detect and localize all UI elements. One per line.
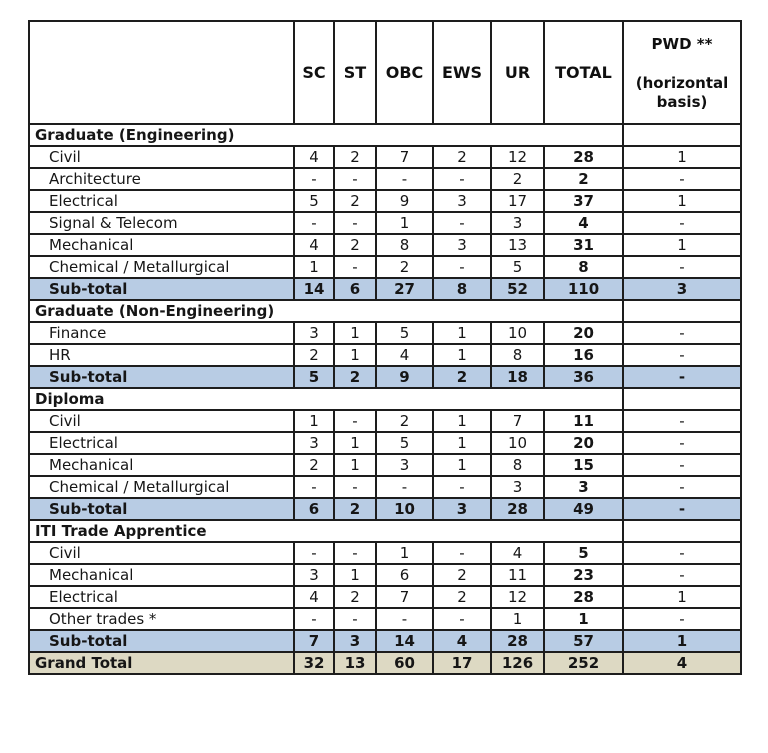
value-cell: 6 bbox=[376, 564, 433, 586]
value-cell: 4 bbox=[491, 542, 544, 564]
header-col-obc: OBC bbox=[376, 21, 433, 124]
value-cell: 3 bbox=[376, 454, 433, 476]
table-row bbox=[29, 146, 741, 168]
table-row bbox=[29, 410, 741, 432]
value-cell: 2 bbox=[334, 146, 376, 168]
section-pwd-empty-cell bbox=[623, 520, 741, 542]
value-cell: 3 bbox=[433, 190, 491, 212]
value-cell: 8 bbox=[491, 344, 544, 366]
row-label: Civil bbox=[29, 410, 294, 432]
value-cell: - bbox=[376, 168, 433, 190]
pwd-header-line1: PWD ** bbox=[651, 35, 713, 53]
row-label: Chemical / Metallurgical bbox=[29, 476, 294, 498]
value-cell: 5 bbox=[376, 322, 433, 344]
value-cell: 6 bbox=[294, 498, 334, 520]
value-cell: - bbox=[623, 256, 741, 278]
section-header-row bbox=[29, 300, 741, 322]
row-label: Signal & Telecom bbox=[29, 212, 294, 234]
table-row bbox=[29, 608, 741, 630]
value-cell: - bbox=[433, 212, 491, 234]
value-cell: 3 bbox=[294, 432, 334, 454]
grand-total-label: Grand Total bbox=[29, 652, 294, 674]
header-empty-cell bbox=[29, 21, 294, 124]
table-row bbox=[29, 234, 741, 256]
value-cell: - bbox=[623, 344, 741, 366]
value-cell: - bbox=[294, 542, 334, 564]
value-cell: - bbox=[294, 168, 334, 190]
value-cell: 7 bbox=[376, 586, 433, 608]
value-cell: 3 bbox=[294, 322, 334, 344]
value-cell: 1 bbox=[433, 344, 491, 366]
header-col-ur: UR bbox=[491, 21, 544, 124]
value-cell: 28 bbox=[544, 146, 623, 168]
value-cell: 14 bbox=[294, 278, 334, 300]
value-cell: 57 bbox=[544, 630, 623, 652]
value-cell: 1 bbox=[294, 410, 334, 432]
value-cell: 2 bbox=[433, 564, 491, 586]
value-cell: - bbox=[334, 542, 376, 564]
value-cell: 23 bbox=[544, 564, 623, 586]
value-cell: 2 bbox=[376, 410, 433, 432]
value-cell: 5 bbox=[294, 366, 334, 388]
grand-total-row bbox=[29, 652, 741, 674]
value-cell: - bbox=[623, 366, 741, 388]
value-cell: 2 bbox=[491, 168, 544, 190]
header-col-sc: SC bbox=[294, 21, 334, 124]
header-col-ews: EWS bbox=[433, 21, 491, 124]
value-cell: 2 bbox=[376, 256, 433, 278]
value-cell: 13 bbox=[334, 652, 376, 674]
table-row bbox=[29, 344, 741, 366]
subtotal-label: Sub-total bbox=[29, 498, 294, 520]
value-cell: - bbox=[623, 322, 741, 344]
value-cell: - bbox=[623, 432, 741, 454]
value-cell: - bbox=[433, 542, 491, 564]
value-cell: - bbox=[623, 168, 741, 190]
value-cell: 2 bbox=[334, 190, 376, 212]
value-cell: 1 bbox=[376, 212, 433, 234]
subtotal-row bbox=[29, 630, 741, 652]
section-header-row bbox=[29, 520, 741, 542]
value-cell: 252 bbox=[544, 652, 623, 674]
value-cell: 1 bbox=[433, 410, 491, 432]
value-cell: 1 bbox=[491, 608, 544, 630]
value-cell: 27 bbox=[376, 278, 433, 300]
row-label: Chemical / Metallurgical bbox=[29, 256, 294, 278]
section-pwd-empty-cell bbox=[623, 388, 741, 410]
value-cell: - bbox=[623, 542, 741, 564]
row-label: Architecture bbox=[29, 168, 294, 190]
table-row bbox=[29, 454, 741, 476]
value-cell: 7 bbox=[294, 630, 334, 652]
value-cell: 3 bbox=[623, 278, 741, 300]
value-cell: 8 bbox=[491, 454, 544, 476]
value-cell: 1 bbox=[433, 454, 491, 476]
table-row bbox=[29, 542, 741, 564]
value-cell: - bbox=[433, 476, 491, 498]
value-cell: 1 bbox=[433, 432, 491, 454]
section-header-row bbox=[29, 388, 741, 410]
value-cell: 2 bbox=[334, 366, 376, 388]
section-title: Graduate (Engineering) bbox=[29, 124, 623, 146]
value-cell: 2 bbox=[433, 366, 491, 388]
value-cell: 1 bbox=[433, 322, 491, 344]
value-cell: 31 bbox=[544, 234, 623, 256]
value-cell: 32 bbox=[294, 652, 334, 674]
value-cell: 20 bbox=[544, 322, 623, 344]
value-cell: 4 bbox=[623, 652, 741, 674]
value-cell: 1 bbox=[623, 190, 741, 212]
section-title: ITI Trade Apprentice bbox=[29, 520, 623, 542]
value-cell: 4 bbox=[433, 630, 491, 652]
value-cell: 5 bbox=[544, 542, 623, 564]
value-cell: 2 bbox=[334, 586, 376, 608]
value-cell: 11 bbox=[544, 410, 623, 432]
value-cell: 3 bbox=[433, 498, 491, 520]
row-label: Electrical bbox=[29, 432, 294, 454]
value-cell: - bbox=[334, 256, 376, 278]
value-cell: 6 bbox=[334, 278, 376, 300]
value-cell: 1 bbox=[623, 234, 741, 256]
value-cell: 8 bbox=[376, 234, 433, 256]
section-title: Diploma bbox=[29, 388, 623, 410]
value-cell: 1 bbox=[544, 608, 623, 630]
value-cell: - bbox=[294, 476, 334, 498]
value-cell: - bbox=[376, 608, 433, 630]
section-title: Graduate (Non-Engineering) bbox=[29, 300, 623, 322]
value-cell: 8 bbox=[433, 278, 491, 300]
value-cell: 12 bbox=[491, 586, 544, 608]
section-pwd-empty-cell bbox=[623, 300, 741, 322]
value-cell: 28 bbox=[491, 630, 544, 652]
table-row bbox=[29, 564, 741, 586]
row-label: Civil bbox=[29, 542, 294, 564]
row-label: Other trades * bbox=[29, 608, 294, 630]
value-cell: 4 bbox=[376, 344, 433, 366]
vacancy-table-body bbox=[29, 124, 741, 674]
section-pwd-empty-cell bbox=[623, 124, 741, 146]
value-cell: 4 bbox=[294, 586, 334, 608]
value-cell: 10 bbox=[376, 498, 433, 520]
value-cell: - bbox=[433, 608, 491, 630]
value-cell: 2 bbox=[294, 454, 334, 476]
row-label: Mechanical bbox=[29, 454, 294, 476]
value-cell: - bbox=[623, 410, 741, 432]
value-cell: 17 bbox=[433, 652, 491, 674]
value-cell: 16 bbox=[544, 344, 623, 366]
value-cell: 15 bbox=[544, 454, 623, 476]
value-cell: 9 bbox=[376, 190, 433, 212]
table-row bbox=[29, 256, 741, 278]
pwd-header bbox=[624, 22, 740, 123]
value-cell: 8 bbox=[544, 256, 623, 278]
row-label: Civil bbox=[29, 146, 294, 168]
value-cell: - bbox=[623, 498, 741, 520]
value-cell: 1 bbox=[294, 256, 334, 278]
subtotal-row bbox=[29, 498, 741, 520]
value-cell: - bbox=[623, 476, 741, 498]
value-cell: 1 bbox=[376, 542, 433, 564]
value-cell: - bbox=[433, 168, 491, 190]
value-cell: 36 bbox=[544, 366, 623, 388]
subtotal-row bbox=[29, 278, 741, 300]
row-label: HR bbox=[29, 344, 294, 366]
subtotal-row bbox=[29, 366, 741, 388]
row-label: Mechanical bbox=[29, 234, 294, 256]
row-label: Finance bbox=[29, 322, 294, 344]
value-cell: - bbox=[334, 168, 376, 190]
value-cell: 49 bbox=[544, 498, 623, 520]
value-cell: 1 bbox=[334, 454, 376, 476]
value-cell: - bbox=[376, 476, 433, 498]
header-row bbox=[29, 21, 741, 124]
table-row bbox=[29, 322, 741, 344]
value-cell: 3 bbox=[544, 476, 623, 498]
header-col-total: TOTAL bbox=[544, 21, 623, 124]
value-cell: - bbox=[623, 454, 741, 476]
value-cell: 28 bbox=[491, 498, 544, 520]
value-cell: 10 bbox=[491, 322, 544, 344]
value-cell: - bbox=[334, 212, 376, 234]
table-row bbox=[29, 190, 741, 212]
value-cell: 37 bbox=[544, 190, 623, 212]
value-cell: 2 bbox=[294, 344, 334, 366]
table-row bbox=[29, 212, 741, 234]
table-row bbox=[29, 476, 741, 498]
value-cell: 7 bbox=[491, 410, 544, 432]
value-cell: 28 bbox=[544, 586, 623, 608]
value-cell: 60 bbox=[376, 652, 433, 674]
subtotal-label: Sub-total bbox=[29, 630, 294, 652]
value-cell: - bbox=[433, 256, 491, 278]
value-cell: 1 bbox=[334, 432, 376, 454]
value-cell: - bbox=[623, 212, 741, 234]
value-cell: 1 bbox=[334, 344, 376, 366]
value-cell: - bbox=[623, 564, 741, 586]
value-cell: 7 bbox=[376, 146, 433, 168]
value-cell: 4 bbox=[294, 146, 334, 168]
row-label: Electrical bbox=[29, 586, 294, 608]
value-cell: 1 bbox=[623, 630, 741, 652]
table-row bbox=[29, 586, 741, 608]
value-cell: 13 bbox=[491, 234, 544, 256]
value-cell: 3 bbox=[491, 476, 544, 498]
value-cell: 2 bbox=[544, 168, 623, 190]
value-cell: 4 bbox=[294, 234, 334, 256]
value-cell: 2 bbox=[433, 586, 491, 608]
subtotal-label: Sub-total bbox=[29, 278, 294, 300]
value-cell: - bbox=[294, 212, 334, 234]
value-cell: 9 bbox=[376, 366, 433, 388]
value-cell: 18 bbox=[491, 366, 544, 388]
header-col-pwd bbox=[623, 21, 741, 124]
row-label: Mechanical bbox=[29, 564, 294, 586]
value-cell: - bbox=[294, 608, 334, 630]
value-cell: - bbox=[334, 608, 376, 630]
value-cell: 5 bbox=[294, 190, 334, 212]
value-cell: 14 bbox=[376, 630, 433, 652]
value-cell: 3 bbox=[294, 564, 334, 586]
value-cell: 10 bbox=[491, 432, 544, 454]
section-header-row bbox=[29, 124, 741, 146]
table-row bbox=[29, 432, 741, 454]
value-cell: 1 bbox=[334, 564, 376, 586]
value-cell: 1 bbox=[334, 322, 376, 344]
value-cell: 11 bbox=[491, 564, 544, 586]
subtotal-label: Sub-total bbox=[29, 366, 294, 388]
value-cell: 126 bbox=[491, 652, 544, 674]
value-cell: 20 bbox=[544, 432, 623, 454]
value-cell: 4 bbox=[544, 212, 623, 234]
table-row bbox=[29, 168, 741, 190]
value-cell: 2 bbox=[334, 498, 376, 520]
value-cell: 17 bbox=[491, 190, 544, 212]
row-label: Electrical bbox=[29, 190, 294, 212]
value-cell: 5 bbox=[491, 256, 544, 278]
value-cell: 2 bbox=[334, 234, 376, 256]
value-cell: 3 bbox=[491, 212, 544, 234]
value-cell: 1 bbox=[623, 586, 741, 608]
value-cell: - bbox=[623, 608, 741, 630]
value-cell: 2 bbox=[433, 146, 491, 168]
value-cell: - bbox=[334, 476, 376, 498]
vacancy-table bbox=[28, 20, 742, 675]
value-cell: 5 bbox=[376, 432, 433, 454]
value-cell: 52 bbox=[491, 278, 544, 300]
pwd-header-line2: (horizontal basis) bbox=[635, 74, 729, 111]
value-cell: 110 bbox=[544, 278, 623, 300]
value-cell: 3 bbox=[334, 630, 376, 652]
value-cell: 12 bbox=[491, 146, 544, 168]
value-cell: 1 bbox=[623, 146, 741, 168]
header-col-st: ST bbox=[334, 21, 376, 124]
value-cell: 3 bbox=[433, 234, 491, 256]
value-cell: - bbox=[334, 410, 376, 432]
